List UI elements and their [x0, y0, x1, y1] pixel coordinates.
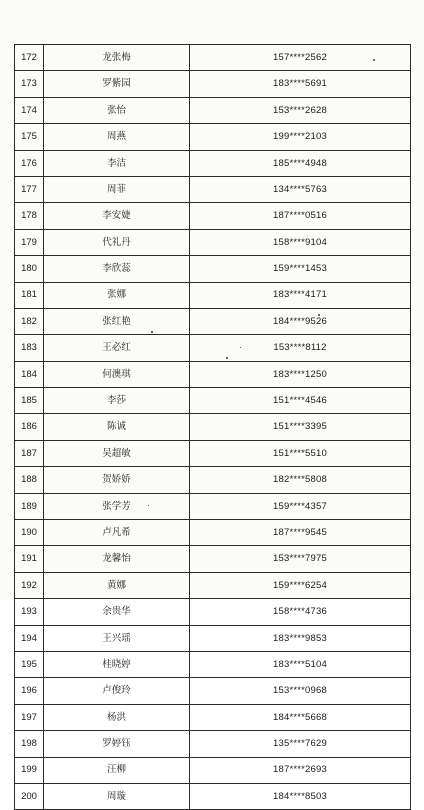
row-phone: 182****5808	[190, 467, 411, 493]
row-number: 178	[15, 203, 44, 229]
table-row	[15, 176, 411, 202]
row-name: 周菲	[44, 176, 190, 202]
row-phone: 134****5763	[190, 176, 411, 202]
table-row	[15, 520, 411, 546]
scan-speck	[373, 59, 375, 61]
row-name: 贺娇娇	[44, 467, 190, 493]
row-phone: 151****5510	[190, 440, 411, 466]
row-number: 187	[15, 440, 44, 466]
row-number: 176	[15, 150, 44, 176]
row-name: 王必红	[44, 335, 190, 361]
table-row	[15, 757, 411, 783]
row-phone: 199****2103	[190, 124, 411, 150]
row-name: 张红艳	[44, 308, 190, 334]
row-phone: 159****1453	[190, 256, 411, 282]
row-name: 罗婷钰	[44, 731, 190, 757]
table-row	[15, 625, 411, 651]
row-phone: 153****8112	[190, 335, 411, 361]
table-row	[15, 599, 411, 625]
row-name: 卢俊玲	[44, 678, 190, 704]
row-number: 197	[15, 704, 44, 730]
row-number: 195	[15, 651, 44, 677]
row-name: 吴超敏	[44, 440, 190, 466]
row-number: 183	[15, 335, 44, 361]
scan-speck	[148, 505, 149, 506]
row-number: 194	[15, 625, 44, 651]
scan-speck	[226, 357, 228, 359]
row-name: 张学芳	[44, 493, 190, 519]
scan-speck	[318, 314, 320, 316]
table-row	[15, 150, 411, 176]
scan-speck	[151, 331, 153, 333]
row-number: 185	[15, 388, 44, 414]
row-phone: 158****9104	[190, 229, 411, 255]
row-name: 罗紫园	[44, 71, 190, 97]
table-row	[15, 124, 411, 150]
row-number: 191	[15, 546, 44, 572]
row-number: 186	[15, 414, 44, 440]
row-name: 张娜	[44, 282, 190, 308]
row-phone: 183****5104	[190, 651, 411, 677]
scan-speck	[240, 347, 241, 348]
row-name: 周璇	[44, 783, 190, 809]
row-phone: 184****9526	[190, 308, 411, 334]
row-phone: 183****9853	[190, 625, 411, 651]
table-row	[15, 440, 411, 466]
table-row	[15, 651, 411, 677]
row-phone: 187****2693	[190, 757, 411, 783]
row-phone: 135****7629	[190, 731, 411, 757]
row-number: 199	[15, 757, 44, 783]
table-row	[15, 572, 411, 598]
row-name: 李安婕	[44, 203, 190, 229]
row-number: 181	[15, 282, 44, 308]
row-name: 何澳琪	[44, 361, 190, 387]
row-phone: 184****8503	[190, 783, 411, 809]
row-number: 177	[15, 176, 44, 202]
row-number: 193	[15, 599, 44, 625]
row-phone: 151****4546	[190, 388, 411, 414]
row-name: 王兴瑶	[44, 625, 190, 651]
row-phone: 183****1250	[190, 361, 411, 387]
row-name: 龙张梅	[44, 45, 190, 71]
row-name: 余贵华	[44, 599, 190, 625]
row-name: 陈诚	[44, 414, 190, 440]
row-number: 182	[15, 308, 44, 334]
row-phone: 183****4171	[190, 282, 411, 308]
row-phone: 187****0516	[190, 203, 411, 229]
row-number: 184	[15, 361, 44, 387]
row-phone: 159****4357	[190, 493, 411, 519]
row-phone: 159****6254	[190, 572, 411, 598]
row-number: 180	[15, 256, 44, 282]
table-row	[15, 783, 411, 809]
row-phone: 158****4736	[190, 599, 411, 625]
row-name: 李欣蕊	[44, 256, 190, 282]
table-row	[15, 229, 411, 255]
row-name: 桂晓婷	[44, 651, 190, 677]
row-name: 代礼丹	[44, 229, 190, 255]
row-phone: 183****5691	[190, 71, 411, 97]
table-row	[15, 493, 411, 519]
row-number: 172	[15, 45, 44, 71]
row-phone: 151****3395	[190, 414, 411, 440]
roster-table-body	[15, 45, 411, 810]
row-number: 188	[15, 467, 44, 493]
row-name: 卢凡希	[44, 520, 190, 546]
row-name: 龙馨怡	[44, 546, 190, 572]
row-name: 黄娜	[44, 572, 190, 598]
row-number: 190	[15, 520, 44, 546]
table-row	[15, 256, 411, 282]
row-phone: 153****0968	[190, 678, 411, 704]
row-name: 汪柳	[44, 757, 190, 783]
row-phone: 184****5668	[190, 704, 411, 730]
row-number: 189	[15, 493, 44, 519]
table-row	[15, 71, 411, 97]
table-row	[15, 203, 411, 229]
row-name: 张怡	[44, 97, 190, 123]
table-row	[15, 731, 411, 757]
table-row	[15, 414, 411, 440]
row-phone: 153****2628	[190, 97, 411, 123]
row-number: 173	[15, 71, 44, 97]
row-number: 174	[15, 97, 44, 123]
table-row	[15, 467, 411, 493]
table-row	[15, 704, 411, 730]
table-row	[15, 678, 411, 704]
row-name: 李莎	[44, 388, 190, 414]
row-number: 179	[15, 229, 44, 255]
row-name: 李洁	[44, 150, 190, 176]
roster-table	[14, 44, 411, 810]
row-number: 175	[15, 124, 44, 150]
row-name: 杨洪	[44, 704, 190, 730]
table-row	[15, 45, 411, 71]
row-name: 周燕	[44, 124, 190, 150]
table-row	[15, 308, 411, 334]
row-number: 200	[15, 783, 44, 809]
table-row	[15, 282, 411, 308]
row-phone: 187****9545	[190, 520, 411, 546]
row-number: 192	[15, 572, 44, 598]
row-number: 196	[15, 678, 44, 704]
table-row	[15, 388, 411, 414]
row-phone: 185****4948	[190, 150, 411, 176]
row-number: 198	[15, 731, 44, 757]
table-row	[15, 97, 411, 123]
table-row	[15, 361, 411, 387]
table-row	[15, 335, 411, 361]
table-row	[15, 546, 411, 572]
row-phone: 153****7975	[190, 546, 411, 572]
row-phone: 157****2562	[190, 45, 411, 71]
